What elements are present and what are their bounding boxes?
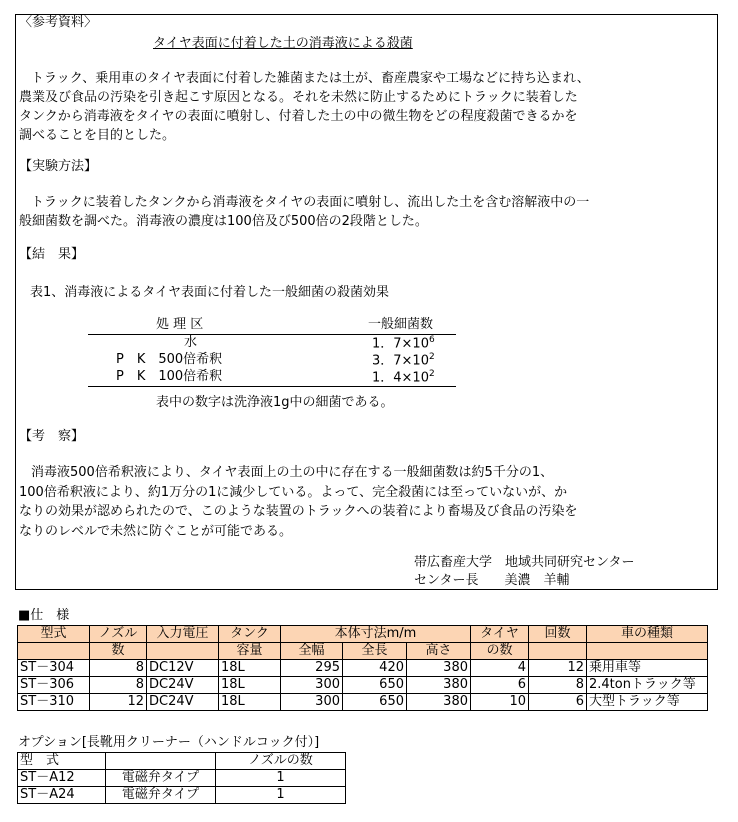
model-subheader [18,643,90,660]
voltage-cell: DC24V [147,694,219,711]
voltage-subheader [147,643,219,660]
bacteria-table-header [88,317,456,335]
reference-title: タイヤ表面に付着した土の消毒液による殺菌 [153,36,413,51]
vehicle-cell: 乗用車等 [587,660,708,677]
table-row [18,694,708,711]
vehicle-cell: 2.4tonトラック等 [587,677,708,694]
tank-cell: 18L [219,677,281,694]
option-nozzles-cell: 1 [216,770,346,787]
tank-header: タンク [219,626,281,643]
option-label: オプション[長靴用クリーナー（ハンドルコック付）] [18,735,320,750]
tires-cell: 4 [471,660,529,677]
intro-line: タンクから消毒液をタイヤの表面に噴射し、付着した土の中の微生物をどの程度殺菌できるかを [19,109,578,124]
dims-header: 本体寸法m/m [281,626,471,643]
result-heading: 【結 果】 [19,247,85,262]
bacteria-table-row [88,369,456,387]
reference-label: 〈参考資料〉 [19,15,98,30]
method-paragraph [19,193,589,231]
tires-cell: 6 [471,677,529,694]
table-row [18,660,708,677]
option-header-row [18,753,346,770]
table1-note: 表中の数字は洗浄液1g中の細菌である。 [156,395,394,410]
count-cell: 1．$7\times 10^6$ [372,335,435,352]
width-header: 全幅 [281,643,343,660]
vehicle-cell: 大型トラック等 [587,694,708,711]
treatment-cell: P K 100倍希釈 [116,369,223,384]
treatment-cell: 水 [184,335,198,350]
tire-header: タイヤ [471,626,529,643]
count-cell: 3．$7\times 10^2$ [372,352,435,369]
length-header: 全長 [343,643,407,660]
model-cell: ST－310 [18,694,90,711]
nozzles-cell: 8 [90,677,147,694]
tire-subheader: の数 [471,643,529,660]
treatment-cell: P K 500倍希釈 [116,352,223,367]
count-header: 一般細菌数 [368,317,434,332]
voltage-cell: DC12V [147,660,219,677]
signature-name: センター長 美濃 羊輔 [414,573,570,588]
option-type-header [106,753,216,770]
voltage-cell: DC24V [147,677,219,694]
option-type-cell: 電磁弁タイプ [106,787,216,804]
treatment-header: 処 理 区 [156,317,204,332]
width-cell: 300 [281,694,343,711]
bacteria-table-row [88,335,456,352]
spec-table [17,625,708,711]
times-cell: 6 [529,694,587,711]
length-cell: 650 [343,677,407,694]
table-row [18,770,346,787]
nozzles-cell: 12 [90,694,147,711]
bacteria-table [88,317,456,387]
reference-box [15,14,718,590]
count-cell: 1．$4\times 10^2$ [372,369,435,386]
consider-line: 消毒液500倍希釈液により、タイヤ表面上の土の中に存在する一般細菌数は約5千分の1、 [31,465,554,480]
method-line: トラックに装着したタンクから消毒液をタイヤの表面に噴射し、流出した土を含む溶解液中の一 [31,195,590,210]
vehicle-subheader [587,643,708,660]
option-table [17,752,346,804]
tank-cell: 18L [219,694,281,711]
width-cell: 300 [281,677,343,694]
voltage-header: 入力電圧 [147,626,219,643]
times-subheader [529,643,587,660]
option-model-header: 型 式 [18,753,106,770]
model-cell: ST－306 [18,677,90,694]
consider-line: 100倍希釈液により、約1万分の1に減少している。よって、完全殺菌には至っていないが、か [19,484,568,500]
consider-heading: 【考 察】 [19,429,85,444]
times-cell: 8 [529,677,587,694]
vehicle-header: 車の種類 [587,626,708,643]
consider-paragraph [19,463,577,541]
spec-subheader-row [18,643,708,660]
intro-line: 農業及び食品の汚染を引き起こす原因となる。それを未然に防止するためにトラックに装着した [19,90,578,105]
width-cell: 295 [281,660,343,677]
tires-cell: 10 [471,694,529,711]
method-line: 般細菌数を調べた。消毒液の濃度は100倍及び500倍の2段階とした。 [19,214,428,229]
table-row [18,677,708,694]
option-nozzles-header: ノズルの数 [216,753,346,770]
length-cell: 420 [343,660,407,677]
model-header: 型式 [18,626,90,643]
tank-cell: 18L [219,660,281,677]
bacteria-table-row [88,352,456,369]
length-cell: 650 [343,694,407,711]
intro-line: トラック、乗用車のタイヤ表面に付着した雑菌または土が、畜産農家や工場などに持ち込まれ、 [31,71,590,86]
method-heading: 【実験方法】 [19,159,98,174]
consider-line: なりのレベルで未然に防ぐことが可能である。 [19,523,293,539]
nozzle-subheader: 数 [90,643,147,660]
option-type-cell: 電磁弁タイプ [106,770,216,787]
consider-line: なりの効果が認められたので、このような装置のトラックへの装着により畜場及び食品の汚染を [19,504,578,519]
option-model-cell: ST－A24 [18,787,106,804]
height-header: 高さ [407,643,471,660]
height-cell: 380 [407,694,471,711]
option-model-cell: ST－A12 [18,770,106,787]
signature-organization: 帯広畜産大学 地域共同研究センター [414,555,635,570]
height-cell: 380 [407,677,471,694]
intro-paragraph [19,69,709,145]
height-cell: 380 [407,660,471,677]
table1-title: 表1、消毒液によるタイヤ表面に付着した一般細菌の殺菌効果 [30,285,390,300]
table-row [18,787,346,804]
intro-line: 調べることを目的とした。 [19,128,176,143]
tank-subheader: 容量 [219,643,281,660]
spec-label: ■仕 様 [18,608,70,623]
model-cell: ST－304 [18,660,90,677]
spec-header-row [18,626,708,643]
nozzle-header: ノズル [90,626,147,643]
option-nozzles-cell: 1 [216,787,346,804]
times-cell: 12 [529,660,587,677]
nozzles-cell: 8 [90,660,147,677]
times-header: 回数 [529,626,587,643]
